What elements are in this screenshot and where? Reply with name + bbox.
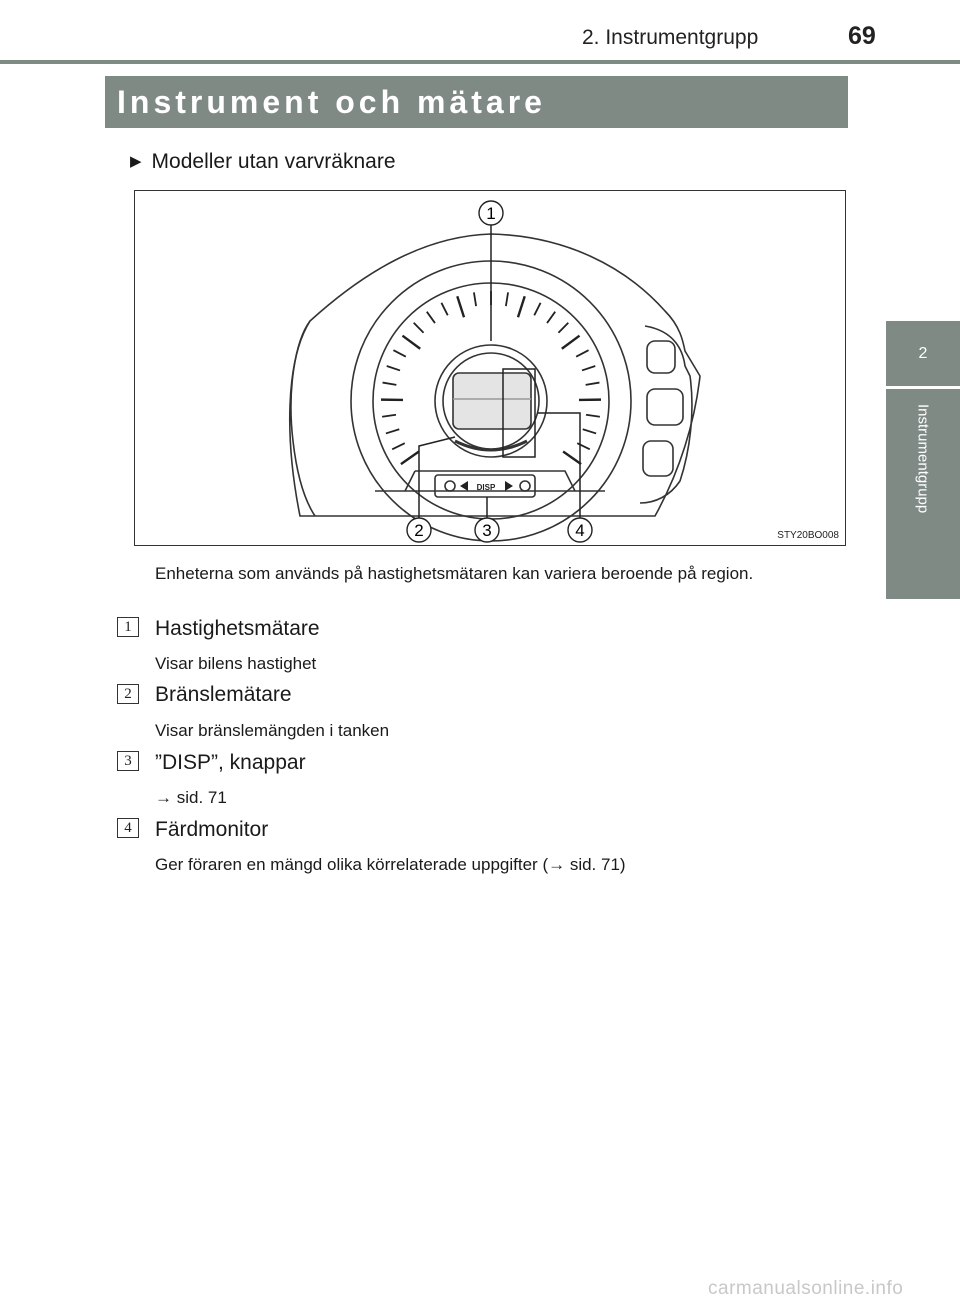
speedometer-tick	[387, 366, 400, 370]
header-divider	[0, 60, 960, 64]
watermark: carmanualsonline.info	[708, 1278, 904, 1299]
chapter-header-title: 2. Instrumentgrupp	[582, 26, 759, 49]
speedometer-tick	[558, 323, 568, 333]
speedometer-tick	[518, 296, 525, 317]
instrument-cluster-illustration	[135, 191, 847, 547]
section-title: Instrument och mätare	[117, 83, 546, 120]
item-title-speedometer: Hastighetsmätare	[155, 617, 320, 640]
item-title-trip-monitor: Färdmonitor	[155, 818, 269, 841]
disp-right-knob	[520, 481, 530, 491]
callout-label-1: 1	[486, 204, 496, 223]
speedometer-tick	[506, 292, 508, 306]
item-title-fuel-gauge: Bränslemätare	[155, 683, 292, 706]
item-number-3: 3	[117, 751, 139, 771]
right-button-upper	[647, 341, 675, 373]
item-desc-trip-monitor[interactable]: Ger föraren en mängd olika körrelaterade uppgifter (→ sid. 71)	[155, 855, 626, 874]
item-number-2: 2	[117, 684, 139, 704]
speedometer-tick	[414, 323, 424, 333]
right-button-middle	[647, 389, 683, 425]
disp-left-knob	[445, 481, 455, 491]
item-title-disp-buttons: ”DISP”, knappar	[155, 751, 306, 774]
triangle-bullet-icon: ▶	[130, 153, 142, 170]
bullet-text: Modeller utan varvräknare	[151, 150, 396, 173]
speedometer-tick	[441, 303, 447, 315]
speedometer-tick	[457, 296, 464, 317]
side-tab-chapter-number[interactable]	[886, 321, 960, 386]
units-note: Enheterna som används på hastighetsmätaren kan variera beroende på region.	[155, 564, 754, 583]
speedometer-tick	[586, 383, 600, 385]
speedometer-tick	[547, 312, 555, 323]
speedometer-tick	[563, 451, 581, 464]
speedometer-tick	[392, 443, 405, 449]
speedometer-tick	[382, 415, 396, 417]
callout-label-2: 2	[414, 521, 424, 540]
callout-label-4: 4	[575, 521, 585, 540]
item-desc-speedometer: Visar bilens hastighet	[155, 654, 317, 673]
speedometer-tick	[383, 383, 397, 385]
model-bullet	[130, 150, 396, 174]
side-tab-label-text: Instrumentgrupp	[914, 404, 932, 514]
speedometer-tick	[474, 292, 476, 306]
speedometer-tick	[427, 312, 435, 323]
speedometer-tick	[562, 336, 580, 349]
speedometer-tick	[401, 451, 419, 464]
disp-right-arrow	[505, 481, 513, 491]
speedometer-tick	[534, 303, 540, 315]
side-tab-number-text: 2	[918, 344, 928, 362]
figure-code: STY20BO008	[777, 530, 839, 541]
item-number-4: 4	[117, 818, 139, 838]
item-number-1: 1	[117, 617, 139, 637]
speedometer-tick	[576, 350, 588, 356]
item-desc-fuel-gauge: Visar bränslemängden i tanken	[155, 721, 390, 740]
speedometer-tick	[586, 415, 600, 417]
page-number: 69	[848, 22, 876, 50]
disp-left-arrow	[460, 481, 468, 491]
speedometer-tick	[393, 350, 405, 356]
speedometer-tick	[582, 366, 595, 370]
right-button-lower	[643, 441, 673, 476]
lcd-screen	[453, 373, 531, 429]
disp-button-label: DISP	[476, 483, 496, 492]
side-tab-chapter-label[interactable]	[886, 389, 960, 599]
callout-label-3: 3	[482, 521, 492, 540]
item-desc-disp-buttons[interactable]: → sid. 71	[155, 788, 227, 807]
instrument-cluster-figure	[134, 190, 846, 546]
speedometer-tick	[583, 429, 596, 433]
section-banner	[105, 76, 848, 128]
speedometer-tick	[402, 336, 420, 349]
speedometer-tick	[386, 429, 399, 433]
speedometer-tick	[577, 443, 590, 449]
